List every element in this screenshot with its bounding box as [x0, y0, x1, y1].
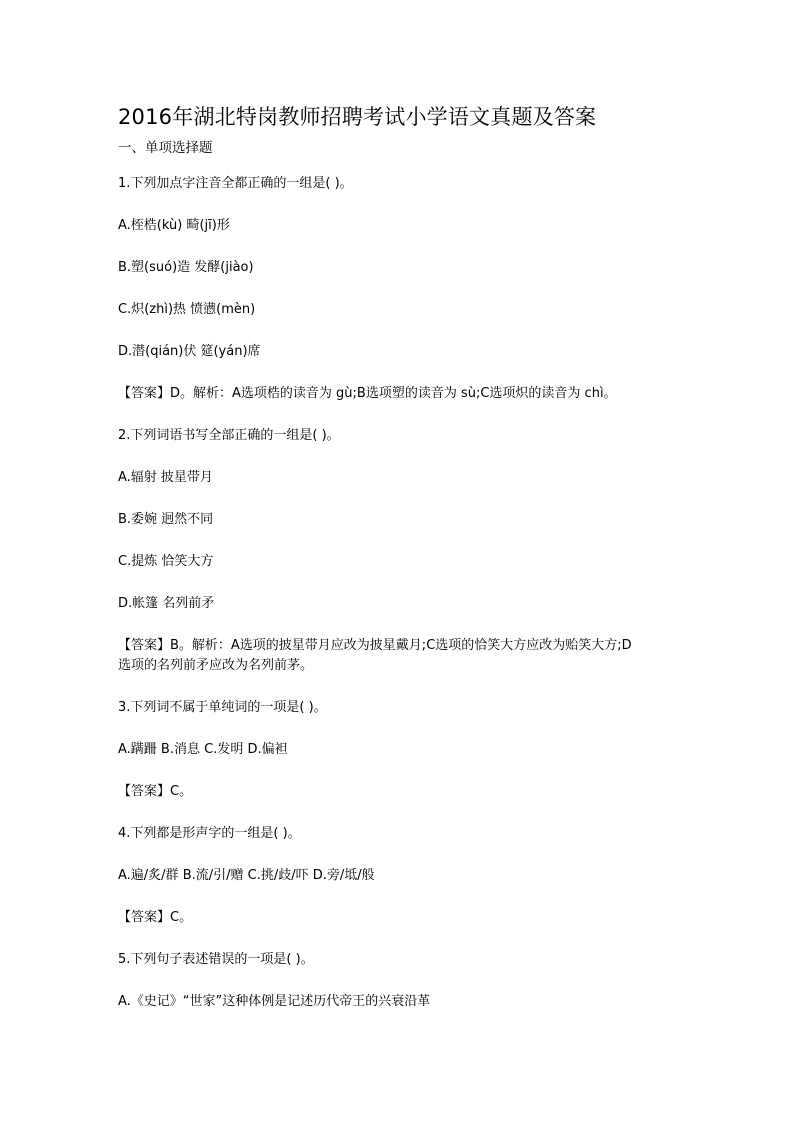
- question-5-stem: 5.下列句子表述错误的一项是( )。: [118, 952, 314, 967]
- question-1-option-d: D.潜(qián)伏 筵(yán)席: [118, 344, 261, 359]
- question-3-answer: 【答案】C。: [118, 784, 193, 799]
- question-2-option-a: A.辐射 披星带月: [118, 470, 213, 485]
- question-5-option-a: A.《史记》“世家”这种体例是记述历代帝王的兴衰沿革: [118, 994, 431, 1009]
- question-2-answer: 【答案】B。解析：A选项的披星带月应改为披星戴月;C选项的恰笑大方应改为贻笑大方;D 选项的名列前矛应改为名列前茅。: [118, 638, 632, 673]
- question-4-answer: 【答案】C。: [118, 910, 193, 925]
- document-page: [118, 102, 683, 1012]
- question-1-option-c: C.炽(zhì)热 愤懑(mèn): [118, 302, 256, 317]
- question-4-options: A.遍/炙/群 B.流/引/赠 C.挑/歧/吓 D.旁/坻/般: [118, 868, 375, 883]
- question-1-option-a: A.桎梏(kù) 畸(jī)形: [118, 218, 230, 233]
- question-2-option-d: D.帐篷 名列前矛: [118, 596, 215, 611]
- question-3-stem: 3.下列词不属于单纯词的一项是( )。: [118, 700, 327, 715]
- question-1-option-b: B.塑(suó)造 发酵(jiào): [118, 260, 254, 275]
- question-3-options: A.蹒跚 B.消息 C.发明 D.偏袒: [118, 742, 288, 757]
- question-1-answer: 【答案】D。解析：A选项梏的读音为 gù;B选项塑的读音为 sù;C选项炽的读音为 chì。: [118, 386, 617, 401]
- document-title: 2016年湖北特岗教师招聘考试小学语文真题及答案: [118, 105, 597, 129]
- question-2-option-c: C.提炼 恰笑大方: [118, 554, 214, 569]
- section-heading: 一、单项选择题: [118, 140, 213, 156]
- question-4-stem: 4.下列都是形声字的一组是( )。: [118, 826, 301, 841]
- question-2-option-b: B.委婉 迥然不同: [118, 512, 214, 527]
- question-2-stem: 2.下列词语书写全部正确的一组是( )。: [118, 428, 340, 443]
- question-1-stem: 1.下列加点字注音全都正确的一组是( )。: [118, 176, 353, 191]
